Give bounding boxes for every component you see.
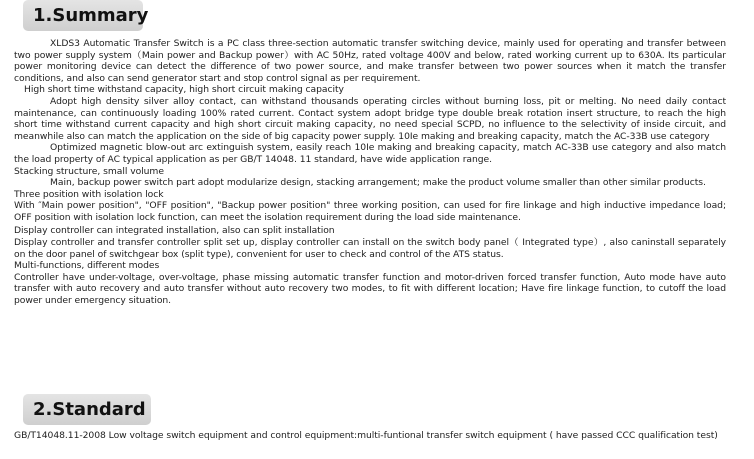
position-paragraph: With ″Main power position", "OFF position", "Backup power position" three working position, can used for fire linkage and high inductive impedance load; OFF position with isolation lock function, can meet the isolation requirement during the load side maintenance. (14, 200, 726, 223)
display-paragraph: Display controller and transfer controller split set up, display controller can install on the switch body panel（ Integrated type）, also caninstall separately on the door panel of switchgear box (split type), convenient for user to check and control of the ATS status. (14, 237, 726, 260)
feature-heading-stacking: Stacking structure, small volume (14, 165, 164, 177)
feature-heading-display: Display controller can integrated installation, also can split installation (14, 224, 335, 236)
feature-heading-modes: Multi-functions, different modes (14, 260, 160, 272)
arc-paragraph: Optimized magnetic blow-out arc extinguish system, easily reach 10Ie making and breaking capacity, match AC-33B use category and also match the load property of AC typical application as per GB/T 14048. 11 standard, have wide application range. (14, 142, 726, 165)
intro-paragraph: XLDS3 Automatic Transfer Switch is a PC class three-section automatic transfer switching device, mainly used for operating and transfer between two power supply system（Main power and Backup power）with AC 50Hz, rated voltage 400V and below, rated working current up to 630A. Its particular power monitoring device can detect the difference of two power source, and make transfer between two power sources when it match the transfer conditions, and also can send generator start and stop control signal as per requirement. (14, 38, 726, 84)
standard-body (14, 430, 726, 442)
stacking-paragraph: Main, backup power switch part adopt modularize design, stacking arrangement; make the product volume smaller than other similar products. (50, 177, 706, 189)
modes-paragraph: Controller have under-voltage, over-voltage, phase missing automatic transfer function and motor-driven forced transfer function, Auto mode have auto transfer with auto recovery and auto transfer without auto recovery two modes, to fit with different location; Have fire linkage function, to cutoff the load power under emergency situation. (14, 271, 726, 307)
summary-heading: 1.Summary (23, 0, 143, 31)
summary-body (14, 38, 726, 307)
feature-heading-capacity: High short time withstand capacity, high short circuit making capacity (24, 84, 344, 96)
feature-heading-position: Three position with isolation lock (14, 188, 164, 200)
standard-heading: 2.Standard (23, 394, 151, 425)
standard-text: GB/T14048.11-2008 Low voltage switch equipment and control equipment:multi-funtional transfer switch equipment ( have passed CCC qualification test) (14, 430, 718, 441)
capacity-paragraph: Adopt high density silver alloy contact, can withstand thousands operating circles without burning loss, pit or melting. No need daily contact maintenance, can continuously loading 100% rated current. Contact system adopt bridge type double break rotation insert structure, to reach the high short time withstand current capacity and high short circuit making capacity, no need special SCPD, no influence to the selectivity of inside circuit, and meanwhile also can match the application on the side of big capacity power supply. 10Ie making and breaking capacity, match the AC-33B use category (14, 95, 726, 142)
